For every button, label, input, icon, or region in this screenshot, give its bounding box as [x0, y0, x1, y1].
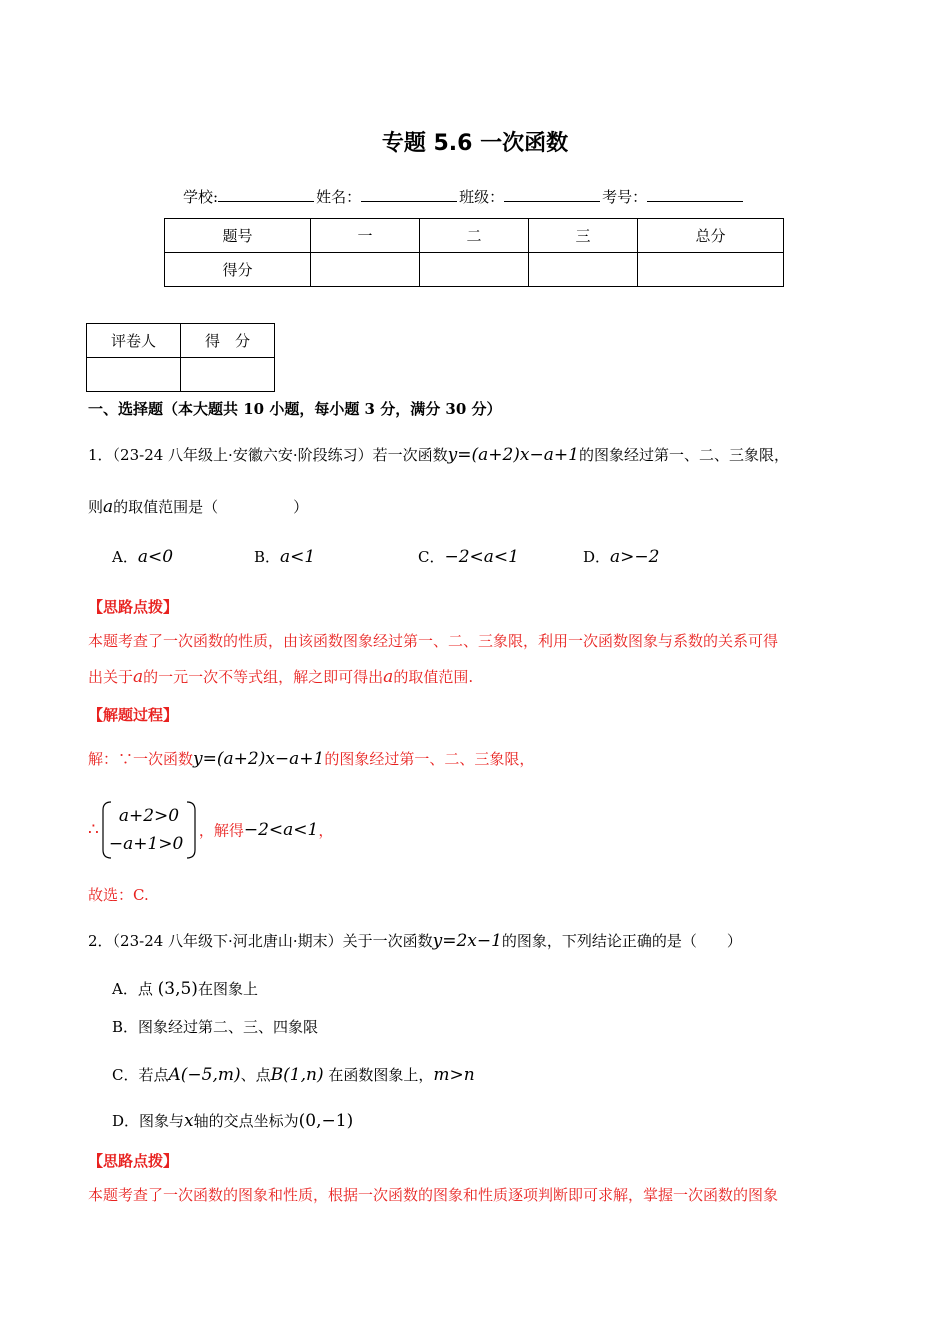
score-cell[interactable]	[420, 253, 529, 287]
inequality-1: a+2>0	[118, 806, 180, 826]
score-header-cell: 二	[420, 219, 529, 253]
hint-line-1: 本题考查了一次函数的图象和性质，根据一次函数的图象和性质逐项判断即可求解，掌握一次函数的图象	[88, 1186, 779, 1204]
hint-line-2	[88, 666, 473, 687]
question-text: 的图象经过第一、二、三象限，	[578, 446, 789, 464]
score-row-label: 得分	[165, 253, 311, 287]
option-c[interactable]	[112, 1064, 475, 1085]
option-b[interactable]: B．图象经过第二、三、四象限	[112, 1018, 319, 1036]
score-header-cell: 总分	[638, 219, 784, 253]
solution-text: ，解得	[198, 821, 244, 840]
option-text: 轴的交点坐标为	[193, 1112, 299, 1130]
solution-text: 的图象经过第一、二、三象限，	[324, 750, 535, 768]
option-label: D．	[583, 548, 611, 566]
variable-a: a	[103, 497, 114, 517]
question-1-line-1	[88, 444, 789, 465]
hint-tag: 【思路点拨】	[88, 1152, 179, 1170]
question-number: 2．	[88, 932, 113, 950]
option-value: a>−2	[610, 547, 660, 567]
class-blank[interactable]	[504, 187, 600, 202]
option-label: D．	[112, 1112, 140, 1130]
solution-text: ，	[318, 821, 334, 840]
grader-cell[interactable]	[87, 358, 181, 392]
point-b: B(1,n)	[270, 1065, 324, 1085]
class-label: 班级：	[459, 188, 505, 206]
option-label: C．	[418, 548, 445, 566]
page-title: 专题 5.6 一次函数	[381, 131, 569, 156]
score-cell[interactable]	[311, 253, 420, 287]
hint-line-1: 本题考查了一次函数的性质，由该函数图象经过第一、二、三象限，利用一次函数图象与系数的关系可得	[88, 632, 779, 650]
hint-tag: 【思路点拨】	[88, 598, 179, 616]
question-text: 则	[88, 498, 104, 516]
option-text: 在图象上	[197, 980, 258, 998]
option-value: a<1	[280, 547, 316, 567]
inequality-system	[99, 800, 199, 860]
score-header-cell: 三	[529, 219, 638, 253]
option-a[interactable]	[112, 978, 258, 999]
solution-system	[88, 800, 333, 860]
option-d[interactable]	[583, 546, 659, 567]
intercept-coordinates: (0,−1)	[298, 1111, 354, 1131]
question-text: 的图象，下列结论正确的是（ ）	[501, 932, 742, 950]
option-a[interactable]	[112, 546, 173, 567]
question-number: 1．	[88, 446, 113, 464]
variable-a: a	[383, 667, 394, 687]
number-label: 考号：	[602, 188, 648, 206]
option-value: a<0	[137, 547, 174, 567]
function-formula: y=(a+2)x−a+1	[447, 445, 579, 465]
grader-table	[86, 323, 275, 392]
question-source: （23-24 八年级上·安徽六安·阶段练习）若一次函数	[112, 446, 448, 464]
option-label: A．	[112, 548, 138, 566]
question-source: （23-24 八年级下·河北唐山·期末）关于一次函数	[112, 932, 433, 950]
score-header-cell: 一	[311, 219, 420, 253]
school-blank[interactable]	[218, 187, 314, 202]
solution-tag: 【解题过程】	[88, 706, 179, 724]
function-formula: y=(a+2)x−a+1	[193, 749, 325, 769]
number-blank[interactable]	[647, 187, 743, 202]
grader-header-cell: 评卷人	[87, 324, 181, 358]
option-text: 、点	[240, 1066, 271, 1084]
section-heading: 一、选择题（本大题共 10 小题，每小题 3 分，满分 30 分）	[88, 400, 502, 418]
point-a: A(−5,m)	[168, 1065, 241, 1085]
question-text: 的取值范围是（ ）	[113, 498, 309, 516]
option-label: A．	[112, 980, 138, 998]
option-text: 图象与	[139, 1112, 185, 1130]
name-blank[interactable]	[361, 187, 457, 202]
option-text: 若点	[138, 1066, 169, 1084]
inequality-2: −a+1>0	[108, 834, 184, 854]
question-1-line-2	[88, 496, 308, 517]
answer-line: 故选：C.	[88, 886, 149, 904]
variable-x: x	[184, 1111, 194, 1131]
grader-header-cell: 得 分	[181, 324, 275, 358]
hint-text: 的一元一次不等式组，解之即可得出	[143, 668, 384, 686]
option-d[interactable]	[112, 1110, 353, 1131]
student-info-line	[183, 186, 745, 207]
function-formula: y=2x−1	[432, 931, 502, 951]
school-label: 学校:	[183, 188, 219, 206]
score-header-cell: 题号	[165, 219, 311, 253]
comparison: m>n	[433, 1065, 475, 1085]
option-text: 在函数图象上，	[323, 1066, 434, 1084]
solution-text: 解：∵一次函数	[88, 750, 194, 768]
score-cell[interactable]	[638, 253, 784, 287]
name-label: 姓名：	[316, 188, 362, 206]
option-label: B．	[254, 548, 281, 566]
hint-text: 的取值范围.	[393, 668, 474, 686]
therefore-symbol: ∴	[88, 820, 99, 840]
point-coordinates: (3,5)	[157, 979, 198, 999]
hint-text: 出关于	[88, 668, 134, 686]
option-c[interactable]	[418, 546, 519, 567]
option-text: 点	[137, 980, 153, 998]
variable-a: a	[133, 667, 144, 687]
option-value: −2<a<1	[444, 547, 519, 567]
score-table	[164, 218, 784, 287]
solution-result: −2<a<1	[243, 820, 319, 840]
option-b[interactable]	[254, 546, 315, 567]
score-cell[interactable]	[529, 253, 638, 287]
question-2-line-1	[88, 930, 742, 951]
solution-line-1	[88, 748, 534, 769]
grader-cell[interactable]	[181, 358, 275, 392]
option-label: C．	[112, 1066, 139, 1084]
